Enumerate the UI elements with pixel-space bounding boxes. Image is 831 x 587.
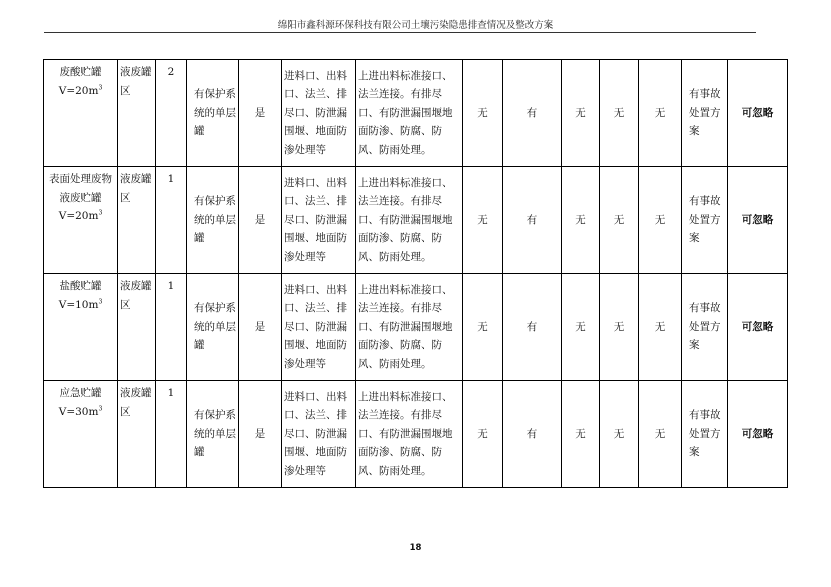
risk-result-cell: 可忽略: [728, 274, 788, 381]
check-cell-2: 有: [503, 60, 562, 167]
tank-type-cell: 有保护系统的单层罐: [187, 167, 239, 274]
emergency-plan-cell: 有事故处置方案: [682, 60, 728, 167]
unit-superscript: 3: [98, 298, 103, 305]
status-description-cell: 上进出料标准接口、法兰连接。有排尽口、有防泄漏围堰地面防渗、防腐、防风、防雨处理。: [356, 60, 463, 167]
tank-name: 盐酸贮罐: [59, 280, 102, 292]
tank-name: 应急贮罐: [59, 387, 102, 399]
quantity-cell: 1: [156, 167, 187, 274]
check-cell-5: 无: [639, 60, 682, 167]
table-row: [44, 274, 788, 381]
emergency-plan-cell: 有事故处置方案: [682, 381, 728, 488]
risk-result-cell: 可忽略: [728, 60, 788, 167]
check-cell-2: 有: [503, 381, 562, 488]
unit-superscript: 3: [98, 84, 103, 91]
measures-cell: 进料口、出料口、法兰、排尽口、防泄漏围堰、地面防渗处理等: [282, 381, 356, 488]
check-cell-1: 无: [463, 60, 503, 167]
tank-name: 废酸贮罐: [59, 66, 102, 78]
page-number: 18: [409, 543, 422, 553]
tank-name: 表面处理废物液废贮罐: [49, 173, 112, 204]
check-cell-5: 无: [639, 274, 682, 381]
zone-cell: 液废罐区: [118, 381, 156, 488]
status-description-cell: 上进出料标准接口、法兰连接。有排尽口、有防泄漏围堰地面防渗、防腐、防风、防雨处理。: [356, 167, 463, 274]
flag-cell: 是: [239, 60, 282, 167]
check-cell-1: 无: [463, 274, 503, 381]
tank-type-cell: 有保护系统的单层罐: [187, 381, 239, 488]
check-cell-4: 无: [600, 381, 639, 488]
flag-cell: 是: [239, 381, 282, 488]
table-row: [44, 167, 788, 274]
risk-result-cell: 可忽略: [728, 167, 788, 274]
tank-volume: $V=30m^3$: [58, 405, 103, 418]
check-cell-3: 无: [562, 60, 600, 167]
check-cell-2: 有: [503, 274, 562, 381]
check-cell-2: 有: [503, 167, 562, 274]
check-cell-3: 无: [562, 167, 600, 274]
table-row: [44, 60, 788, 167]
tank-volume: $V=20m^3$: [58, 84, 103, 97]
emergency-plan-cell: 有事故处置方案: [682, 167, 728, 274]
tank-name-cell: [44, 167, 118, 274]
check-cell-4: 无: [600, 167, 639, 274]
status-description-cell: 上进出料标准接口、法兰连接。有排尽口、有防泄漏围堰地面防渗、防腐、防风、防雨处理。: [356, 381, 463, 488]
quantity-cell: 1: [156, 381, 187, 488]
measures-cell: 进料口、出料口、法兰、排尽口、防泄漏围堰、地面防渗处理等: [282, 60, 356, 167]
measures-cell: 进料口、出料口、法兰、排尽口、防泄漏围堰、地面防渗处理等: [282, 167, 356, 274]
quantity-cell: 2: [156, 60, 187, 167]
document-header-title: 绵阳市鑫科源环保科技有限公司土壤污染隐患排查情况及整改方案: [277, 20, 554, 31]
tank-name-cell: [44, 274, 118, 381]
check-cell-1: 无: [463, 167, 503, 274]
flag-cell: 是: [239, 274, 282, 381]
check-cell-4: 无: [600, 274, 639, 381]
emergency-plan-cell: 有事故处置方案: [682, 274, 728, 381]
check-cell-4: 无: [600, 60, 639, 167]
zone-cell: 液废罐区: [118, 274, 156, 381]
status-description-cell: 上进出料标准接口、法兰连接。有排尽口、有防泄漏围堰地面防渗、防腐、防风、防雨处理。: [356, 274, 463, 381]
quantity-cell: 1: [156, 274, 187, 381]
tank-type-cell: 有保护系统的单层罐: [187, 274, 239, 381]
tank-volume: $V=10m^3$: [58, 298, 103, 311]
check-cell-1: 无: [463, 381, 503, 488]
tank-volume: $V=20m^3$: [58, 209, 103, 222]
measures-cell: 进料口、出料口、法兰、排尽口、防泄漏围堰、地面防渗处理等: [282, 274, 356, 381]
check-cell-3: 无: [562, 381, 600, 488]
header-rule: [44, 32, 756, 33]
tank-type-cell: 有保护系统的单层罐: [187, 60, 239, 167]
flag-cell: 是: [239, 167, 282, 274]
table-row: [44, 381, 788, 488]
risk-result-cell: 可忽略: [728, 381, 788, 488]
tank-name-cell: [44, 381, 118, 488]
unit-superscript: 3: [98, 405, 103, 412]
zone-cell: 液废罐区: [118, 60, 156, 167]
check-cell-3: 无: [562, 274, 600, 381]
check-cell-5: 无: [639, 381, 682, 488]
check-cell-5: 无: [639, 167, 682, 274]
tank-name-cell: [44, 60, 118, 167]
risk-assessment-table: [43, 59, 788, 488]
zone-cell: 液废罐区: [118, 167, 156, 274]
unit-superscript: 3: [98, 209, 103, 217]
